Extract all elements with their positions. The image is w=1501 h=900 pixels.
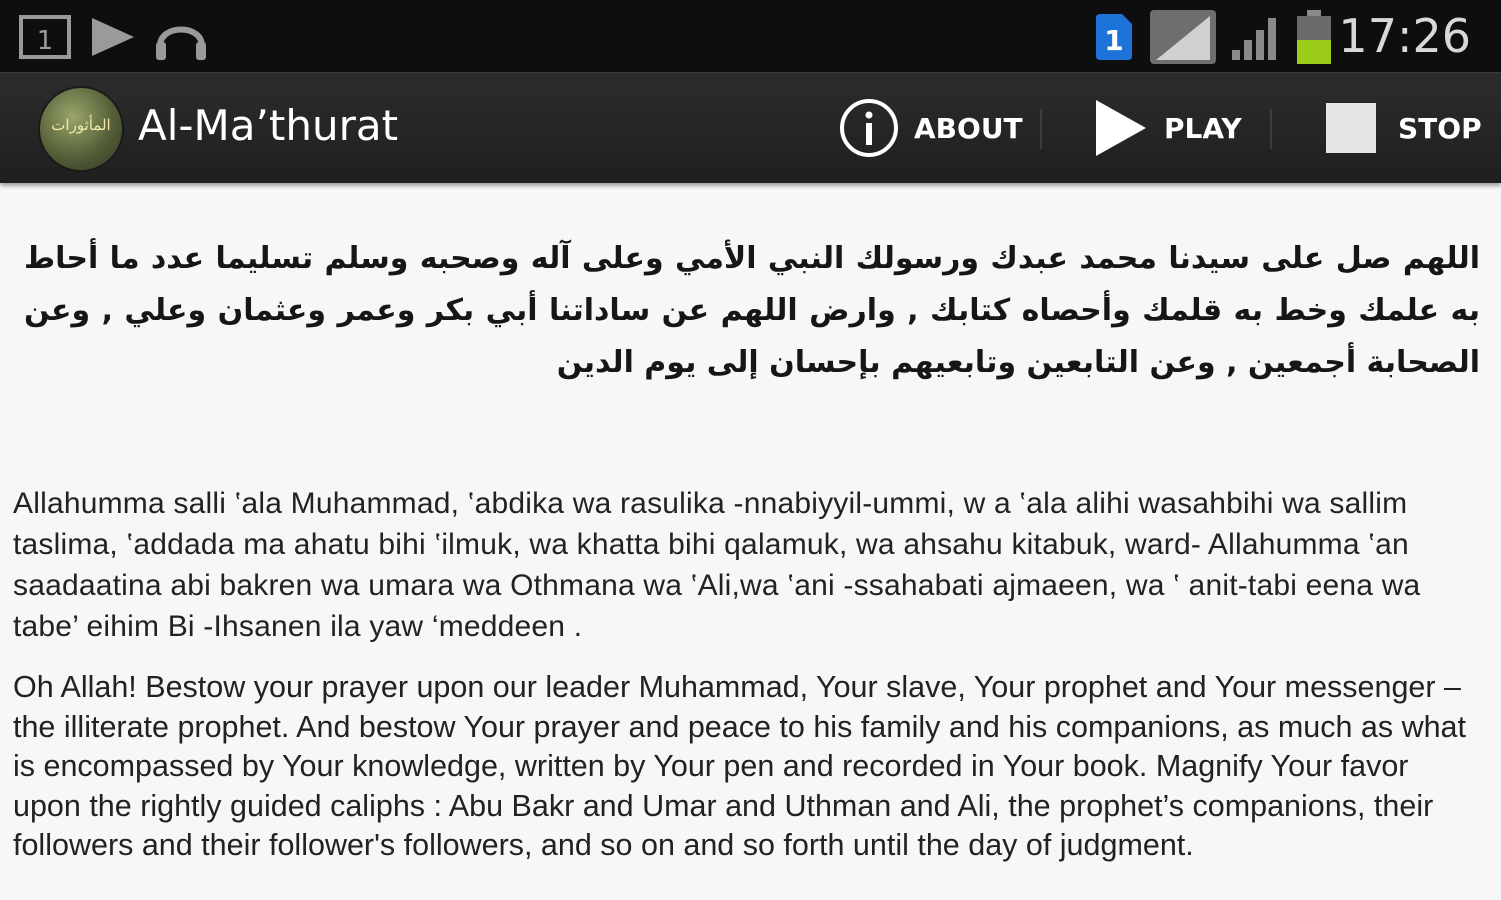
play-button[interactable] (1090, 93, 1242, 163)
divider (1270, 109, 1272, 149)
status-bar (0, 0, 1501, 72)
signal-icon (1148, 8, 1218, 66)
content-area[interactable] (0, 183, 1501, 900)
about-button[interactable] (838, 93, 1023, 163)
headphones-icon (152, 12, 210, 62)
play-icon (88, 14, 138, 60)
logo-text: المأثورات (51, 116, 111, 134)
divider (1040, 109, 1042, 149)
translation-text: Oh Allah! Bestow your prayer upon our leader Muhammad, Your slave, Your prophet and Your messenger – the illiterate prophet. And bestow Your prayer and peace to his family and his companions, as much as what is encompassed by Your knowledge, written by Your pen and recorded in Your book. Magnify Your favor upon the rightly guided caliphs : Abu Bakr and Umar and Uthman and Ali, the prophet’s companions, their followers and their follower's followers, and so on and so forth until the day of judgment. (13, 670, 1466, 862)
about-label: ABOUT (914, 111, 1023, 145)
arabic-text: اللهم صل على سيدنا محمد عبدك ورسولك النبي الأمي وعلى آله وصحبه وسلم تسليما عدد ما أحاط به علمك وخط به قلمك وأحصاه كتابك , وارض اللهم عن ساداتنا أبي بكر وعمر وعثمان وعلي , وعن الصحابة أجمعين , وعن التابعين وتابعيهم بإحسان إلى يوم الدين (24, 241, 1480, 380)
info-icon (838, 97, 900, 159)
stop-button[interactable] (1322, 93, 1482, 163)
play-label: PLAY (1164, 111, 1242, 145)
action-bar (0, 72, 1501, 183)
transliteration-text: Allahumma salli ‛ala Muhammad, ‛abdika wa rasulika -nnabiyyil-ummi, w a ‛ala alihi wasahbihi wa sallim taslima, ‛addada ma ahatu bihi ‛ilmuk, wa khatta bihi qalamuk, wa ahsahu kitabuk, ward- Allahumma ‛an saadaatina abi bakren wa umara wa Othmana wa ‛Ali,wa ‛ani -ssahabati ajmaeen, wa ‛ anit-tabi eena wa tabe’ eihim Bi -Ihsanen ila yaw ‘meddeen . (13, 487, 1421, 643)
app-title: Al-Ma’thurat (138, 101, 399, 150)
stop-icon (1322, 99, 1380, 157)
signal-icon (1230, 12, 1286, 62)
svg-text:1: 1 (1104, 24, 1124, 57)
svg-text:1: 1 (36, 26, 54, 56)
play-icon (1090, 96, 1150, 160)
sim-1-icon (1092, 12, 1136, 62)
stop-label: STOP (1398, 111, 1482, 145)
app-logo[interactable] (40, 88, 122, 170)
screenshot-icon (18, 14, 72, 60)
battery-icon (1294, 8, 1334, 66)
clock: 17:26 (1338, 9, 1471, 63)
